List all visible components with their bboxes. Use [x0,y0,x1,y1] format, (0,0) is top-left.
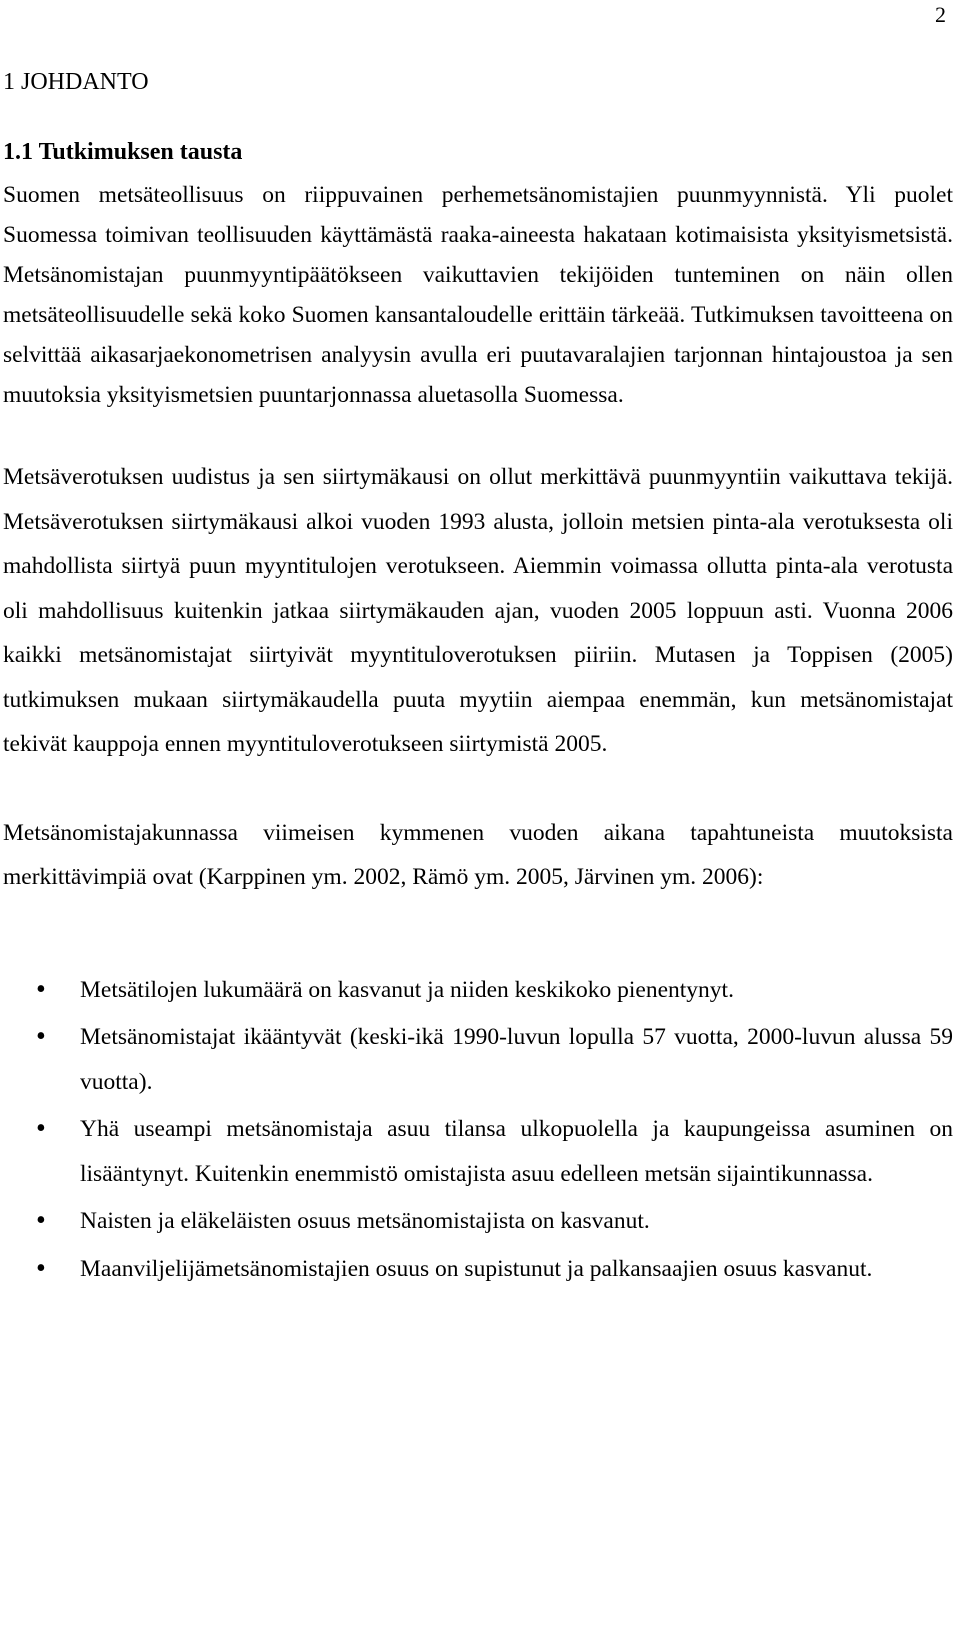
list-item: • Metsänomistajat ikääntyvät (keski-ikä 1990-luvun lopulla 57 vuotta, 2000-luvun alussa 59 vuotta). [3,1015,953,1104]
bullet-list [3,968,953,1292]
document-body [3,68,953,1294]
paragraph: Metsäverotuksen uudistus ja sen siirtymäkausi on ollut merkittävä puunmyyntiin vaikuttava tekijä. Metsäverotuksen siirtymäkausi alkoi vuoden 1993 alusta, jolloin metsien pinta-ala verotuksesta oli mahdollista siirtyä puun myyntitulojen verotukseen. Aiemmin voimassa ollutta pinta-ala verotusta oli mahdollisuus kuitenkin jatkaa siirtymäkauden ajan, vuoden 2005 loppuun asti. Vuonna 2006 kaikki metsänomistajat siirtyivät myyntituloverotuksen piiriin. Mutasen ja Toppisen (2005) tutkimuksen mukaan siirtymäkaudella puuta myytiin aiempaa enemmän, kun metsänomistajat tekivät kauppoja ennen myyntituloverotukseen siirtymistä 2005. [3,464,953,757]
section-heading: 1.1 Tutkimuksen tausta [3,139,243,165]
page-number: 2 [935,2,946,27]
list-item: • Metsätilojen lukumäärä on kasvanut ja niiden keskikoko pienentynyt. [3,968,953,1013]
list-item: • Naisten ja eläkeläisten osuus metsänomistajista on kasvanut. [3,1199,953,1244]
paragraph: Metsänomistajakunnassa viimeisen kymmenen vuoden aikana tapahtuneista muutoksista merkittävimpiä ovat (Karppinen ym. 2002, Rämö ym. 2005, Järvinen ym. 2006): [3,819,953,890]
list-item: • Yhä useampi metsänomistaja asuu tilansa ulkopuolella ja kaupungeissa asuminen on lisääntynyt. Kuitenkin enemmistö omistajista asuu edelleen metsän sijaintikunnassa. [3,1107,953,1196]
chapter-heading: 1 JOHDANTO [3,69,149,95]
list-item: • Maanviljelijämetsänomistajien osuus on supistunut ja palkansaajien osuus kasvanut. [3,1247,953,1292]
paragraph: Suomen metsäteollisuus on riippuvainen perhemetsänomistajien puunmyynnistä. Yli puolet Suomessa toimivan teollisuuden käyttämästä raaka-aineesta hakataan kotimaisista yksityismetsistä. Metsänomistajan puunmyyntipäätökseen vaikuttavien tekijöiden tunteminen on näin ollen metsäteollisuudelle sekä koko Suomen kansantaloudelle erittäin tärkeää. Tutkimuksen tavoitteena on selvittää aikasarjaekonometrisen analyysin avulla eri puutavaralajien tarjonnan hintajoustoa ja sen muutoksia yksityismetsien puuntarjonnassa aluetasolla Suomessa. [3,182,953,408]
